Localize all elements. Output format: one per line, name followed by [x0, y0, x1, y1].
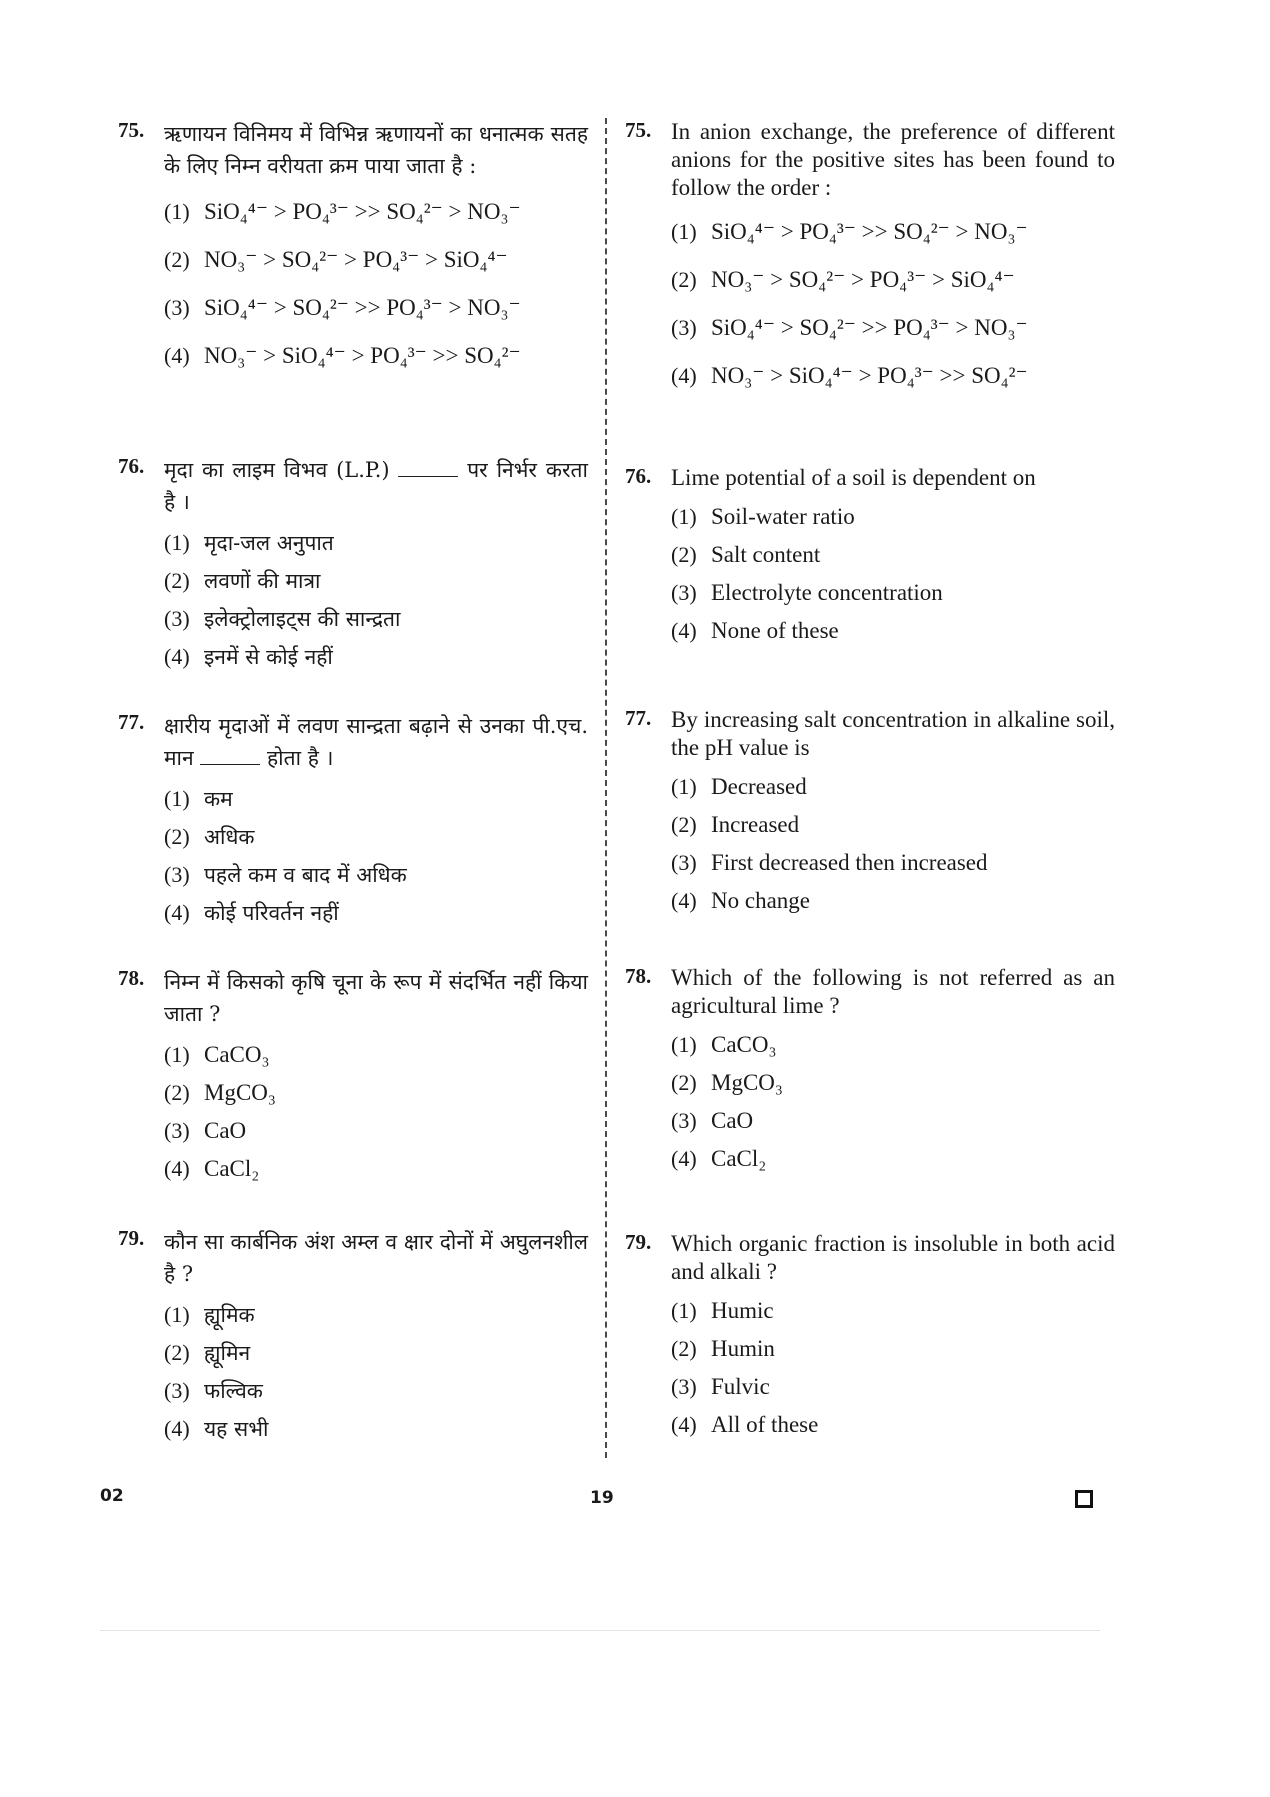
- option-text: लवणों की मात्रा: [204, 569, 321, 593]
- question-78-en: [625, 964, 1115, 1226]
- option-1: (1) कम: [164, 780, 588, 818]
- question-79-en: [625, 1230, 1115, 1444]
- question-75-en: [625, 118, 1115, 438]
- option-text: CaCO₃: [204, 1042, 270, 1067]
- option-1: (1) SiO₄⁴⁻ > PO₄³⁻ >> SO₄²⁻ > NO₃⁻: [671, 208, 1115, 256]
- options-list: [671, 1026, 1115, 1178]
- option-4: (4) CaCl₂: [164, 1150, 588, 1188]
- option-text: कोई परिवर्तन नहीं: [204, 901, 339, 925]
- option-1: (1) ह्यूमिक: [164, 1296, 588, 1334]
- option-text: मृदा-जल अनुपात: [204, 531, 334, 555]
- question-text: निम्न में किसको कृषि चूना के रूप में संदर्भित नहीं किया जाता ?: [164, 970, 588, 1026]
- option-text: NO₃⁻ > SO₄²⁻ > PO₄³⁻ > SiO₄⁴⁻: [711, 267, 1015, 292]
- options-list: [164, 780, 588, 932]
- option-1: (1) Soil-water ratio: [671, 498, 1115, 536]
- question-text: कौन सा कार्बनिक अंश अम्ल व क्षार दोनों में अघुलनशील है ?: [164, 1230, 588, 1286]
- question-78-hi: [118, 966, 588, 1206]
- question-text: Which organic fraction is insoluble in both acid and alkali ?: [671, 1231, 1115, 1284]
- options-list: [164, 188, 588, 380]
- option-3: (3) इलेक्ट्रोलाइट्स की सान्द्रता: [164, 600, 588, 638]
- option-text: First decreased then increased: [711, 850, 988, 875]
- option-text: पहले कम व बाद में अधिक: [204, 863, 407, 887]
- option-text: ह्यूमिन: [204, 1341, 251, 1365]
- page-number: 19: [590, 1488, 614, 1508]
- options-list: [164, 1296, 588, 1448]
- option-3: (3) SiO₄⁴⁻ > SO₄²⁻ >> PO₄³⁻ > NO₃⁻: [671, 304, 1115, 352]
- option-text: Increased: [711, 812, 800, 837]
- option-text: Fulvic: [711, 1374, 770, 1399]
- question-number: 75.: [625, 118, 652, 142]
- option-text: None of these: [711, 618, 839, 643]
- option-text: इलेक्ट्रोलाइट्स की सान्द्रता: [204, 607, 401, 631]
- option-text: Electrolyte concentration: [711, 580, 943, 605]
- question-76-hi: [118, 454, 588, 684]
- option-3: (3) SiO₄⁴⁻ > SO₄²⁻ >> PO₄³⁻ > NO₃⁻: [164, 284, 588, 332]
- question-77-en: [625, 706, 1115, 964]
- option-text: SiO₄⁴⁻ > PO₄³⁻ >> SO₄²⁻ > NO₃⁻: [204, 199, 521, 224]
- option-text: NO₃⁻ > SO₄²⁻ > PO₄³⁻ > SiO₄⁴⁻: [204, 247, 508, 272]
- options-list: [164, 524, 588, 676]
- option-3: (3) फल्विक: [164, 1372, 588, 1410]
- scan-artifact-line: [100, 1630, 1100, 1631]
- option-text: CaCO₃: [711, 1032, 777, 1057]
- fill-in-blank: [398, 458, 458, 477]
- hindi-column: [118, 118, 588, 1448]
- column-divider: [605, 118, 607, 1458]
- option-text: ह्यूमिक: [204, 1303, 255, 1327]
- option-4: (4) कोई परिवर्तन नहीं: [164, 894, 588, 932]
- option-text: SiO₄⁴⁻ > SO₄²⁻ >> PO₄³⁻ > NO₃⁻: [711, 315, 1028, 340]
- options-list: [164, 1036, 588, 1188]
- square-mark-icon: [1075, 1490, 1093, 1508]
- options-list: [671, 208, 1115, 400]
- option-text: SiO₄⁴⁻ > PO₄³⁻ >> SO₄²⁻ > NO₃⁻: [711, 219, 1028, 244]
- option-1: (1) CaCO₃: [164, 1036, 588, 1074]
- question-number: 76.: [625, 464, 652, 488]
- options-list: [671, 498, 1115, 650]
- option-3: (3) CaO: [671, 1102, 1115, 1140]
- option-text: SiO₄⁴⁻ > SO₄²⁻ >> PO₄³⁻ > NO₃⁻: [204, 295, 521, 320]
- option-1: (1) Decreased: [671, 768, 1115, 806]
- option-2: (2) Increased: [671, 806, 1115, 844]
- option-3: (3) CaO: [164, 1112, 588, 1150]
- option-text: CaCl₂: [711, 1146, 767, 1171]
- question-number: 76.: [118, 454, 145, 478]
- option-1: (1) CaCO₃: [671, 1026, 1115, 1064]
- question-number: 79.: [118, 1226, 145, 1250]
- question-number: 75.: [118, 118, 145, 142]
- booklet-code: 02: [100, 1486, 124, 1506]
- option-4: (4) NO₃⁻ > SiO₄⁴⁻ > PO₄³⁻ >> SO₄²⁻: [164, 332, 588, 380]
- option-text: CaO: [204, 1118, 247, 1143]
- option-text: फल्विक: [204, 1379, 263, 1403]
- option-2: (2) ह्यूमिन: [164, 1334, 588, 1372]
- english-column: [625, 118, 1115, 1444]
- option-3: (3) First decreased then increased: [671, 844, 1115, 882]
- option-2: (2) अधिक: [164, 818, 588, 856]
- question-text: मृदा का लाइम विभव (L.P.) पर निर्भर करता है ।: [164, 458, 588, 514]
- option-text: No change: [711, 888, 810, 913]
- question-77-hi: [118, 710, 588, 940]
- option-text: इनमें से कोई नहीं: [204, 645, 333, 669]
- question-text: In anion exchange, the preference of different anions for the positive sites has been found to follow the order :: [671, 119, 1115, 200]
- option-2: (2) NO₃⁻ > SO₄²⁻ > PO₄³⁻ > SiO₄⁴⁻: [671, 256, 1115, 304]
- option-text: कम: [204, 787, 233, 811]
- question-text: By increasing salt concentration in alkaline soil, the pH value is: [671, 707, 1115, 760]
- question-number: 78.: [118, 966, 145, 990]
- option-4: (4) CaCl₂: [671, 1140, 1115, 1178]
- option-2: (2) Salt content: [671, 536, 1115, 574]
- option-text: MgCO₃: [711, 1070, 783, 1095]
- option-text: Humin: [711, 1336, 775, 1361]
- question-text: Which of the following is not referred as an agricultural lime ?: [671, 965, 1115, 1018]
- question-number: 78.: [625, 964, 652, 988]
- question-text: ऋणायन विनिमय में विभिन्न ऋणायनों का धनात्मक सतह के लिए निम्न वरीयता क्रम पाया जाता है :: [164, 122, 588, 178]
- option-text: CaCl₂: [204, 1156, 260, 1181]
- option-text: Soil-water ratio: [711, 504, 855, 529]
- option-4: (4) यह सभी: [164, 1410, 588, 1448]
- option-text: CaO: [711, 1108, 754, 1133]
- option-1: (1) मृदा-जल अनुपात: [164, 524, 588, 562]
- question-number: 79.: [625, 1230, 652, 1254]
- option-2: (2) NO₃⁻ > SO₄²⁻ > PO₄³⁻ > SiO₄⁴⁻: [164, 236, 588, 284]
- question-text: Lime potential of a soil is dependent on: [671, 465, 1036, 490]
- question-number: 77.: [118, 710, 145, 734]
- option-4: (4) NO₃⁻ > SiO₄⁴⁻ > PO₄³⁻ >> SO₄²⁻: [671, 352, 1115, 400]
- option-2: (2) MgCO₃: [164, 1074, 588, 1112]
- option-text: MgCO₃: [204, 1080, 276, 1105]
- option-3: (3) पहले कम व बाद में अधिक: [164, 856, 588, 894]
- fill-in-blank: [200, 746, 260, 765]
- option-2: (2) MgCO₃: [671, 1064, 1115, 1102]
- option-4: (4) No change: [671, 882, 1115, 920]
- option-text: Salt content: [711, 542, 821, 567]
- option-4: (4) None of these: [671, 612, 1115, 650]
- question-text: क्षारीय मृदाओं में लवण सान्द्रता बढ़ाने से उनका पी.एच. मान होता है ।: [164, 714, 588, 770]
- option-2: (2) Humin: [671, 1330, 1115, 1368]
- question-75-hi: [118, 118, 588, 418]
- option-4: (4) All of these: [671, 1406, 1115, 1444]
- question-76-en: [625, 464, 1115, 678]
- option-text: Decreased: [711, 774, 807, 799]
- option-text: यह सभी: [204, 1417, 269, 1441]
- question-79-hi: [118, 1226, 588, 1448]
- option-text: NO₃⁻ > SiO₄⁴⁻ > PO₄³⁻ >> SO₄²⁻: [204, 343, 521, 368]
- option-2: (2) लवणों की मात्रा: [164, 562, 588, 600]
- option-3: (3) Fulvic: [671, 1368, 1115, 1406]
- option-text: अधिक: [204, 825, 255, 849]
- question-number: 77.: [625, 706, 652, 730]
- option-1: (1) Humic: [671, 1292, 1115, 1330]
- option-text: Humic: [711, 1298, 774, 1323]
- option-text: NO₃⁻ > SiO₄⁴⁻ > PO₄³⁻ >> SO₄²⁻: [711, 363, 1028, 388]
- options-list: [671, 1292, 1115, 1444]
- option-1: (1) SiO₄⁴⁻ > PO₄³⁻ >> SO₄²⁻ > NO₃⁻: [164, 188, 588, 236]
- option-3: (3) Electrolyte concentration: [671, 574, 1115, 612]
- options-list: [671, 768, 1115, 920]
- option-text: All of these: [711, 1412, 819, 1437]
- option-4: (4) इनमें से कोई नहीं: [164, 638, 588, 676]
